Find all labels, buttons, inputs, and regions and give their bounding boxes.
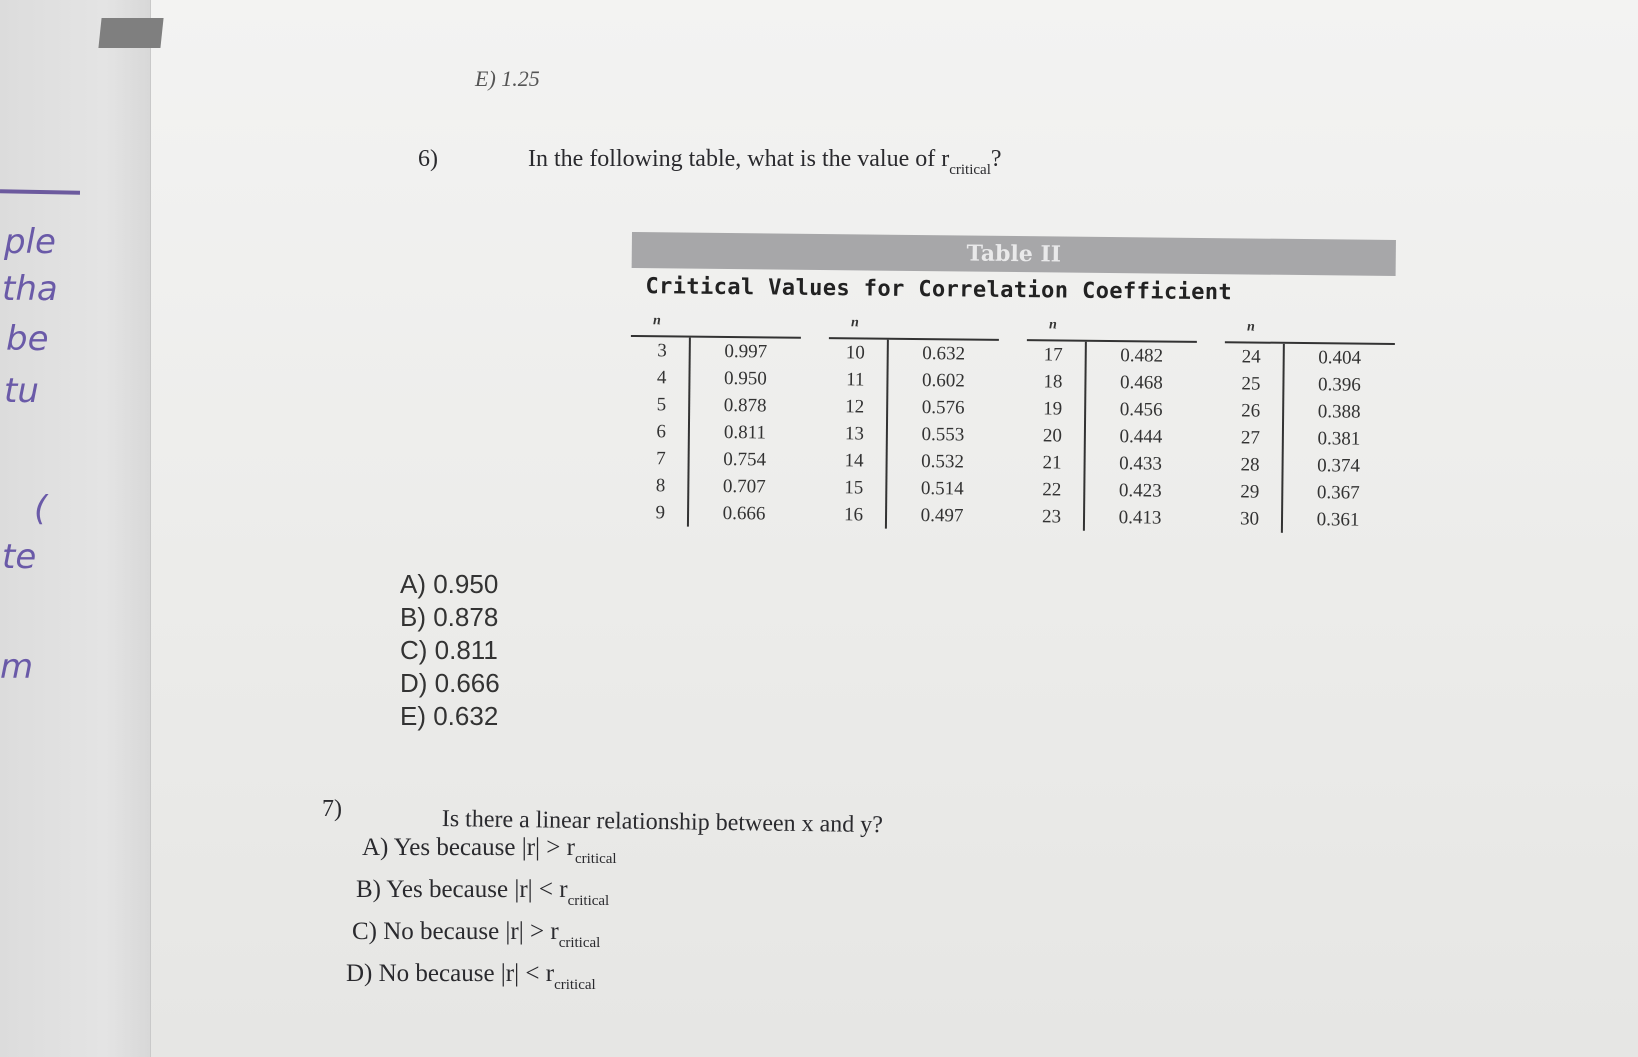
question-6-options xyxy=(400,568,500,733)
n-cell: 27 xyxy=(1240,427,1260,449)
q7-option-d[interactable] xyxy=(346,960,596,993)
q7-option-c-sub: critical xyxy=(558,935,601,951)
value-column xyxy=(887,340,999,530)
n-column xyxy=(827,339,889,529)
option-b[interactable]: B) 0.878 xyxy=(400,602,499,632)
n-cell: 13 xyxy=(844,423,865,445)
critical-value-cell: 0.632 xyxy=(922,343,966,365)
critical-value-cell: 0.404 xyxy=(1318,347,1362,369)
question-6-text xyxy=(528,146,1002,178)
question-7-number: 7) xyxy=(322,796,342,822)
critical-value-cell: 0.950 xyxy=(723,367,767,390)
n-column xyxy=(1223,343,1285,533)
n-cell: 21 xyxy=(1042,452,1062,474)
question-7-text: Is there a linear relationship between x and y? xyxy=(441,806,884,839)
critical-value-cell: 0.367 xyxy=(1316,482,1360,504)
block-body xyxy=(827,337,999,530)
n-cell: 7 xyxy=(656,448,666,470)
option-c[interactable]: C) 0.811 xyxy=(400,635,498,665)
critical-value-cell: 0.497 xyxy=(920,505,964,527)
adjacent-sheet xyxy=(0,0,151,1057)
critical-value-cell: 0.388 xyxy=(1317,401,1361,423)
block-body xyxy=(1223,341,1395,534)
critical-value-cell: 0.413 xyxy=(1118,507,1162,529)
page-corner-shadow xyxy=(98,18,163,48)
critical-value-cell: 0.482 xyxy=(1120,345,1164,367)
n-cell: 26 xyxy=(1241,400,1261,422)
critical-value-cell: 0.468 xyxy=(1119,372,1163,394)
n-cell: 18 xyxy=(1043,371,1063,393)
critical-value-cell: 0.811 xyxy=(723,421,767,444)
n-cell: 4 xyxy=(656,367,667,389)
option-a[interactable]: A) 0.950 xyxy=(400,569,499,599)
critical-value-cell: 0.444 xyxy=(1119,426,1163,448)
table-block xyxy=(629,313,801,528)
n-cell: 6 xyxy=(656,421,667,443)
value-column xyxy=(1085,342,1197,532)
critical-values-table xyxy=(629,232,1396,534)
q7-option-c-label: C) No because |r| > r xyxy=(352,918,559,945)
n-cell: 15 xyxy=(844,477,864,499)
question-6-stem: In the following table, what is the value of r xyxy=(528,146,950,172)
column-header-n: n xyxy=(1246,319,1255,335)
critical-value-cell: 0.553 xyxy=(921,424,965,446)
critical-value-cell: 0.532 xyxy=(921,451,965,473)
critical-value-cell: 0.361 xyxy=(1316,509,1360,531)
value-column xyxy=(1283,344,1395,534)
q7-option-b-sub: critical xyxy=(567,893,610,909)
n-cell: 10 xyxy=(845,342,865,364)
n-cell: 5 xyxy=(656,394,667,416)
n-cell: 29 xyxy=(1240,481,1260,503)
block-body xyxy=(1025,339,1197,532)
n-cell: 22 xyxy=(1042,479,1062,501)
question-6-subscript: critical xyxy=(949,162,991,178)
critical-value-cell: 0.514 xyxy=(920,478,964,500)
margin-scribble: ple xyxy=(4,222,56,262)
table-banner: Table II xyxy=(632,232,1396,276)
n-cell: 28 xyxy=(1240,454,1260,476)
q7-option-a[interactable] xyxy=(362,834,617,867)
table-blocks xyxy=(629,313,1395,534)
n-cell: 17 xyxy=(1043,344,1063,366)
n-cell: 25 xyxy=(1241,373,1261,395)
n-cell: 16 xyxy=(843,504,864,526)
question-6-end: ? xyxy=(990,146,1002,172)
n-cell: 20 xyxy=(1042,425,1062,447)
n-cell: 9 xyxy=(655,502,666,524)
critical-value-cell: 0.381 xyxy=(1317,428,1361,450)
critical-value-cell: 0.433 xyxy=(1119,453,1163,475)
q7-option-b-label: B) Yes because |r| < r xyxy=(356,876,568,903)
critical-value-cell: 0.754 xyxy=(723,448,767,471)
option-e[interactable]: E) 0.632 xyxy=(400,701,499,731)
value-column xyxy=(689,338,801,528)
column-header-n: n xyxy=(1048,317,1057,333)
q7-option-a-label: A) Yes because |r| > r xyxy=(362,834,575,861)
critical-value-cell: 0.423 xyxy=(1118,480,1162,502)
margin-scribble: be xyxy=(6,319,49,359)
q7-option-d-sub: critical xyxy=(554,977,596,993)
critical-value-cell: 0.396 xyxy=(1317,374,1361,396)
n-column xyxy=(629,337,691,527)
critical-value-cell: 0.666 xyxy=(722,502,766,525)
table-block xyxy=(1025,317,1197,532)
critical-value-cell: 0.576 xyxy=(921,397,965,419)
n-column xyxy=(1025,341,1087,531)
n-cell: 11 xyxy=(846,369,865,391)
column-header-n: n xyxy=(652,313,661,329)
critical-value-cell: 0.707 xyxy=(722,475,766,498)
margin-scribble: te xyxy=(2,537,37,577)
q7-option-d-label: D) No because |r| < r xyxy=(346,960,555,987)
critical-value-cell: 0.602 xyxy=(921,370,965,392)
table-block xyxy=(827,315,999,530)
previous-answer-fragment: E) 1.25 xyxy=(475,66,540,91)
margin-scribble: m xyxy=(0,647,34,687)
n-cell: 23 xyxy=(1041,506,1062,528)
critical-value-cell: 0.997 xyxy=(724,340,768,363)
n-cell: 24 xyxy=(1241,346,1261,368)
margin-scribble: ( xyxy=(34,489,48,529)
q7-option-a-sub: critical xyxy=(574,851,617,867)
question-6-number: 6) xyxy=(418,146,438,172)
table-title: Critical Values for Correlation Coefficient xyxy=(645,274,1233,306)
q7-option-b[interactable] xyxy=(356,876,610,909)
n-cell: 19 xyxy=(1043,398,1063,420)
block-body xyxy=(629,335,801,528)
n-cell: 12 xyxy=(845,396,865,418)
option-d[interactable]: D) 0.666 xyxy=(400,668,500,698)
table-block xyxy=(1223,319,1395,534)
column-header-n: n xyxy=(850,315,859,331)
n-cell: 14 xyxy=(844,450,864,472)
critical-value-cell: 0.374 xyxy=(1317,455,1361,477)
margin-scribble: tu xyxy=(4,371,39,411)
q7-option-c[interactable] xyxy=(352,918,601,951)
n-cell: 8 xyxy=(655,475,666,497)
n-cell: 30 xyxy=(1239,508,1260,530)
critical-value-cell: 0.456 xyxy=(1119,399,1163,421)
margin-scribble: tha xyxy=(2,269,58,309)
critical-value-cell: 0.878 xyxy=(723,394,767,417)
n-cell: 3 xyxy=(657,340,667,362)
